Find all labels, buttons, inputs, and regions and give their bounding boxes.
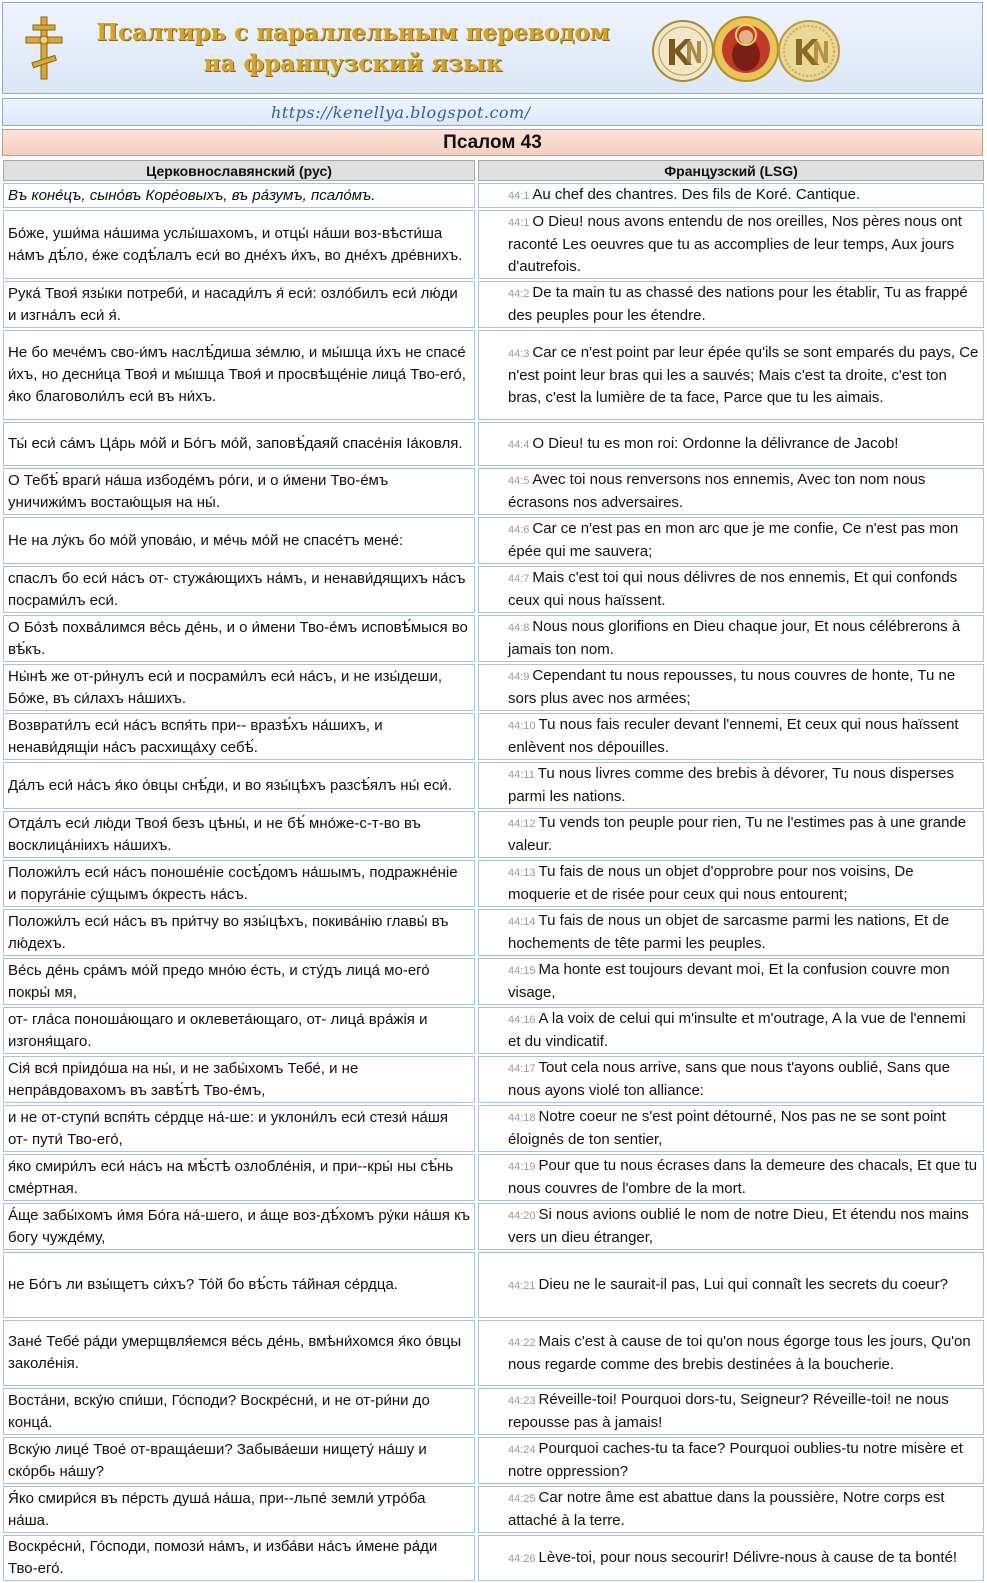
verse-number: 44:6	[508, 524, 530, 536]
slavonic-verse-text: Я́ко смири́ся въ пе́рсть душа́ на́ша, при--льпе́ земли́ утро́ба на́ша.	[3, 1486, 475, 1533]
french-verse-cell	[478, 1486, 984, 1533]
verse-row	[3, 1320, 984, 1386]
french-verse-text: Si nous avions oublié le nom de notre Dieu, Et étendu nos mains vers un dieu étranger,	[508, 1206, 969, 1246]
french-verse-text: Dieu ne le saurait-il pas, Lui qui connaît les secrets du coeur?	[538, 1275, 948, 1293]
verse-number: 44:17	[508, 1063, 536, 1075]
french-verse-text: Car ce n'est point par leur épée qu'ils se sont emparés du pays, Ce n'est point leur bras qui les a sauvés; Mais c'est ta droite, c'est ton bras, c'est la lumière de ta face, Parce que tu les aimais.	[508, 343, 979, 406]
french-verse-text: Tout cela nous arrive, sans que nous t'ayons oublié, Sans que nous ayons violé ton alliance:	[508, 1059, 950, 1099]
slavonic-verse-text: Возврати́лъ еси́ на́съ вспя́ть при-- вразѣ́хъ на́шихъ, и ненави́дящіи на́съ расхища́ху себѣ́.	[3, 713, 475, 760]
slavonic-verse-text: и не от-ступи́ вспя́ть се́рдце на́-ше: и уклони́лъ еси́ стези́ на́шя от- пути́ Тво-его́,	[3, 1105, 475, 1152]
verse-row	[3, 1105, 984, 1152]
verse-row	[3, 566, 984, 613]
verse-number: 44:7	[508, 573, 530, 585]
slavonic-verse-text: Не на лу́къ бо мо́й упова́ю, и ме́чь мо́й не спасе́тъ мене́:	[3, 517, 475, 564]
verse-number: 44:23	[508, 1395, 536, 1407]
french-verse-text: Avec toi nous renversons nos ennemis, Avec ton nom nous écrasons nos adversaires.	[508, 471, 926, 511]
verse-row	[3, 1203, 984, 1250]
french-verse-cell	[478, 664, 984, 711]
french-verse-cell	[478, 330, 984, 420]
slavonic-verse-text: Ты́ еси́ са́мъ Ца́рь мо́й и Бо́гъ мо́й, заповѣ́даяй спасе́нія Іа́ковля.	[3, 422, 475, 466]
verse-number: 44:16	[508, 1014, 536, 1026]
french-verse-cell	[478, 1007, 984, 1054]
french-verse-cell	[478, 210, 984, 279]
french-verse-text: Pourquoi caches-tu ta face? Pourquoi oublies-tu notre misère et notre oppression?	[508, 1440, 963, 1480]
slavonic-verse-text: О Бо́зѣ похва́лимся ве́сь де́нь, и о и́мени Тво-е́мъ исповѣ́мыся во вѣ́къ.	[3, 615, 475, 662]
french-verse-text: Car notre âme est abattue dans la poussière, Notre corps est attaché à la terre.	[508, 1489, 945, 1529]
verse-row	[3, 517, 984, 564]
french-verse-cell	[478, 958, 984, 1005]
french-verse-text: Tu fais de nous un objet d'opprobre pour nos voisins, De moquerie et de risée pour ceux qui nous entourent;	[508, 863, 914, 903]
slavonic-verse-text: я́ко смири́лъ еси́ на́съ на мѣ́стѣ озлобле́нія, и при--кры́ ны сѣ́нь сме́ртная.	[3, 1154, 475, 1201]
verse-row	[3, 958, 984, 1005]
slavonic-verse-text: Ны́нѣ же от-ри́нулъ еси́ и посрами́лъ еси́ на́съ, и не изы́деши, Бо́же, въ си́лахъ на́шихъ.	[3, 664, 475, 711]
verse-row	[3, 1154, 984, 1201]
verse-row	[3, 1535, 984, 1581]
verse-number: 44:14	[508, 916, 536, 928]
slavonic-verse-text: Зане́ Тебе́ ра́ди умерщвля́емся ве́сь де́нь, вмѣни́хомся я́ко о́вцы заколе́нія.	[3, 1320, 475, 1386]
verse-number: 44:10	[508, 720, 536, 732]
verse-number: 44:25	[508, 1493, 536, 1505]
slavonic-verse-text: Бо́же, уши́ма на́шима услы́шахомъ, и отцы́ на́ши воз-вѣсти́ша на́мъ дѣ́ло, е́же содѣ́лалъ еси́ во дне́хъ и́хъ, во дне́хъ дре́внихъ.	[3, 210, 475, 279]
french-verse-text: O Dieu! nous avons entendu de nos oreilles, Nos pères nous ont raconté Les oeuvres que tu as accomplies de leur temps, Aux jours d'autrefois.	[508, 213, 962, 275]
verse-number: 44:1	[508, 217, 530, 229]
verse-row	[3, 762, 984, 809]
kn-medallion-left-icon	[653, 21, 713, 81]
slavonic-verse-text: спаслъ бо еси́ на́съ от- стужа́ющихъ на́мъ, и ненави́дящихъ на́съ посрами́лъ еси́.	[3, 566, 475, 613]
verse-number: 44:22	[508, 1336, 536, 1349]
verse-number: 44:13	[508, 867, 536, 879]
french-verse-text: Nous nous glorifions en Dieu chaque jour, Et nous célébrerons à jamais ton nom.	[508, 618, 961, 658]
verse-row	[3, 468, 984, 515]
french-verse-cell	[478, 1437, 984, 1484]
french-verse-cell	[478, 615, 984, 662]
verse-row	[3, 1486, 984, 1533]
french-verse-text: A la voix de celui qui m'insulte et m'outrage, A la vue de l'ennemi et du vindicatif.	[508, 1010, 966, 1050]
psalm-table	[0, 158, 987, 1583]
french-verse-text: Pour que tu nous écrases dans la demeure des chacals, Et que tu nous couvres de l'ombre de la mort.	[508, 1157, 978, 1197]
verse-number: 44:18	[508, 1112, 536, 1124]
slavonic-verse-text: Вску́ю лице́ Твое́ от-враща́еши? Забыва́еши нищету́ на́шу и ско́рбь на́шу?	[3, 1437, 475, 1484]
french-verse-text: Tu nous fais reculer devant l'ennemi, Et ceux qui nous haïssent enlèvent nos dépouilles.	[508, 716, 959, 756]
verse-row	[3, 281, 984, 328]
french-verse-text: Cependant tu nous repousses, tu nous couvres de honte, Tu ne sors plus avec nos armées;	[508, 667, 956, 707]
medallion-logos	[651, 11, 841, 89]
french-verse-cell	[478, 1388, 984, 1435]
table-header-row	[3, 160, 984, 181]
verse-row	[3, 422, 984, 466]
url-bar	[2, 98, 983, 126]
slavonic-verse-text: Воста́ни, вску́ю спи́ши, Го́споди? Воскре́сни́, и не от-ри́ни до конца́.	[3, 1388, 475, 1435]
slavonic-verse-text: от- гла́са поноша́ющаго и оклевета́ющаго, от- лица́ вра́жія и изгоня́щаго.	[3, 1007, 475, 1054]
icon-theotokos-icon	[714, 17, 778, 81]
french-verse-text: De ta main tu as chassé des nations pour les établir, Tu as frappé des peuples pour les étendre.	[508, 284, 968, 324]
verse-number: 44:24	[508, 1444, 536, 1456]
verse-row	[3, 1056, 984, 1103]
slavonic-verse-text: Положи́лъ еси́ на́съ поноше́ніе сосѣ́домъ на́шымъ, подражне́ніе и поруга́ніе су́щымъ о́кресть на́съ.	[3, 860, 475, 907]
verse-number: 44:26	[508, 1552, 536, 1565]
verse-number: 44:12	[508, 818, 536, 830]
verse-number: 44:4	[508, 438, 530, 451]
verse-row	[3, 183, 984, 208]
french-verse-cell	[478, 517, 984, 564]
french-verse-cell	[478, 1154, 984, 1201]
french-verse-cell	[478, 1056, 984, 1103]
slavonic-verse-text: Положи́лъ еси́ на́съ въ при́тчу во язы́цѣхъ, покива́нію главы́ въ лю́дехъ.	[3, 909, 475, 956]
french-verse-cell	[478, 468, 984, 515]
verse-number: 44:20	[508, 1210, 536, 1222]
french-verse-cell	[478, 183, 984, 208]
psalm-title: Псалом 43	[2, 129, 983, 156]
slavonic-verse-text: не Бо́гъ ли взы́щетъ си́хъ? То́й бо вѣ́сть та́йная се́рдца.	[3, 1252, 475, 1318]
verse-row	[3, 860, 984, 907]
verse-number: 44:1	[508, 190, 530, 202]
verse-row	[3, 1388, 984, 1435]
french-verse-cell	[478, 860, 984, 907]
slavonic-verse-text: Ве́сь де́нь сра́мъ мо́й предо мно́ю е́сть, и сту́дъ лица́ мо-его́ покры́ мя,	[3, 958, 475, 1005]
french-verse-cell	[478, 1535, 984, 1581]
verse-row	[3, 909, 984, 956]
banner-title-line2: на французский язык	[203, 50, 503, 77]
slavonic-verse-text: Сія́ вся́ пріидо́ша на ны́, и не забы́хомъ Тебе́, и не непра́вдовахомъ въ завѣ́тѣ Тво-е́мъ,	[3, 1056, 475, 1103]
french-verse-text: Mais c'est à cause de toi qu'on nous égorge tous les jours, Qu'on nous regarde comme des brebis destinées à la boucherie.	[508, 1332, 971, 1373]
french-verse-cell	[478, 811, 984, 858]
french-verse-cell	[478, 1203, 984, 1250]
french-verse-text: Mais c'est toi qui nous délivres de nos ennemis, Et qui confonds ceux qui nous haïssent.	[508, 569, 958, 609]
verse-row	[3, 1437, 984, 1484]
french-verse-text: Tu vends ton peuple pour rien, Tu ne l'estimes pas à une grande valeur.	[508, 814, 967, 854]
french-verse-cell	[478, 566, 984, 613]
verse-number: 44:8	[508, 622, 530, 634]
slavonic-verse-text: А́ще забы́хомъ и́мя Бо́га на́-шего, и а́ще воз-дѣ́хомъ ру́ки на́шя къ богу чужде́му,	[3, 1203, 475, 1250]
verse-row	[3, 1252, 984, 1318]
verse-row	[3, 330, 984, 420]
verse-number: 44:5	[508, 475, 530, 487]
french-verse-text: Lève-toi, pour nous secourir! Délivre-nous à cause de ta bonté!	[538, 1548, 958, 1566]
blog-url-link[interactable]: https://kenellya.blogspot.com/	[271, 103, 531, 122]
slavonic-verse-text: Да́лъ еси́ на́съ я́ко о́вцы снѣ́ди, и во язы́цѣхъ разсѣ́ялъ ны́ еси́.	[3, 762, 475, 809]
french-verse-text: Au chef des chantres. Des fils de Koré. Cantique.	[532, 186, 861, 203]
french-verse-cell	[478, 1320, 984, 1386]
french-verse-text: Car ce n'est pas en mon arc que je me confie, Ce n'est pas mon épée qui me sauvera;	[508, 520, 959, 560]
column-header-french: Французский (LSG)	[478, 160, 984, 181]
column-header-slavonic: Церковнославянский (рус)	[3, 160, 475, 181]
verse-row	[3, 811, 984, 858]
verse-row	[3, 210, 984, 279]
slavonic-verse-text: Воскре́сни́, Го́споди, помози́ на́мъ, и изба́ви на́съ и́мене ра́ди Тво-его́.	[3, 1535, 475, 1581]
verse-row	[3, 664, 984, 711]
verse-number: 44:3	[508, 347, 530, 360]
orthodox-cross-icon	[23, 15, 65, 81]
french-verse-cell	[478, 713, 984, 760]
verse-row	[3, 1007, 984, 1054]
french-verse-text: Notre coeur ne s'est point détourné, Nos pas ne se sont point éloignés de ton sentier,	[508, 1108, 946, 1148]
banner-title	[73, 17, 633, 79]
french-verse-cell	[478, 909, 984, 956]
banner-title-line1: Псалтирь с параллельным переводом	[96, 19, 610, 46]
slavonic-verse-text: О Тебѣ́ враги́ на́ша избоде́мъ ро́ги, и о и́мени Тво-е́мъ уничижи́мъ востаю́щыя на ны́.	[3, 468, 475, 515]
slavonic-verse-text: Въ коне́цъ, сыно́въ Коре́овыхъ, въ ра́зумъ, псало́мъ.	[3, 183, 475, 208]
slavonic-verse-text: Отда́лъ еси́ лю́ди Твоя́ безъ цѣны́, и не бѣ́ мно́же-с-т-во въ восклица́ніихъ на́шихъ.	[3, 811, 475, 858]
french-verse-text: Ma honte est toujours devant moi, Et la confusion couvre mon visage,	[508, 961, 950, 1001]
slavonic-verse-text: Не бо мече́мъ сво-и́мъ наслѣ́диша зе́млю, и мы́шца и́хъ не спасе́ и́хъ, но десни́ца Твоя́ и мы́шца Твоя́ и просвѣще́ніе лица́ Тво-его́, я́ко благоволи́лъ еси́ въ ни́хъ.	[3, 330, 475, 420]
french-verse-cell	[478, 1105, 984, 1152]
french-verse-text: Réveille-toi! Pourquoi dors-tu, Seigneur? Réveille-toi! ne nous repousse pas à jamais!	[508, 1391, 949, 1431]
french-verse-cell	[478, 762, 984, 809]
psalm-body	[3, 183, 984, 1581]
french-verse-text: Tu nous livres comme des brebis à dévorer, Tu nous disperses parmi les nations.	[508, 765, 955, 805]
french-verse-cell	[478, 422, 984, 466]
verse-number: 44:11	[508, 769, 535, 781]
verse-number: 44:19	[508, 1161, 536, 1173]
verse-number: 44:21	[508, 1279, 536, 1292]
verse-number: 44:2	[508, 288, 530, 300]
verse-row	[3, 713, 984, 760]
verse-row	[3, 615, 984, 662]
french-verse-text: Tu fais de nous un objet de sarcasme parmi les nations, Et de hochements de tête parmi les peuples.	[508, 912, 950, 952]
verse-number: 44:9	[508, 671, 530, 683]
kn-medallion-right-icon	[779, 21, 839, 81]
french-verse-text: O Dieu! tu es mon roi: Ordonne la délivrance de Jacob!	[532, 434, 899, 452]
slavonic-verse-text: Рука́ Твоя́ язы́ки потреби́, и насади́лъ я́ еси́: озло́билъ еси́ лю́ди и изгна́лъ еси́ я́.	[3, 281, 475, 328]
french-verse-cell	[478, 281, 984, 328]
french-verse-cell	[478, 1252, 984, 1318]
header-banner	[2, 2, 983, 94]
verse-number: 44:15	[508, 965, 536, 977]
